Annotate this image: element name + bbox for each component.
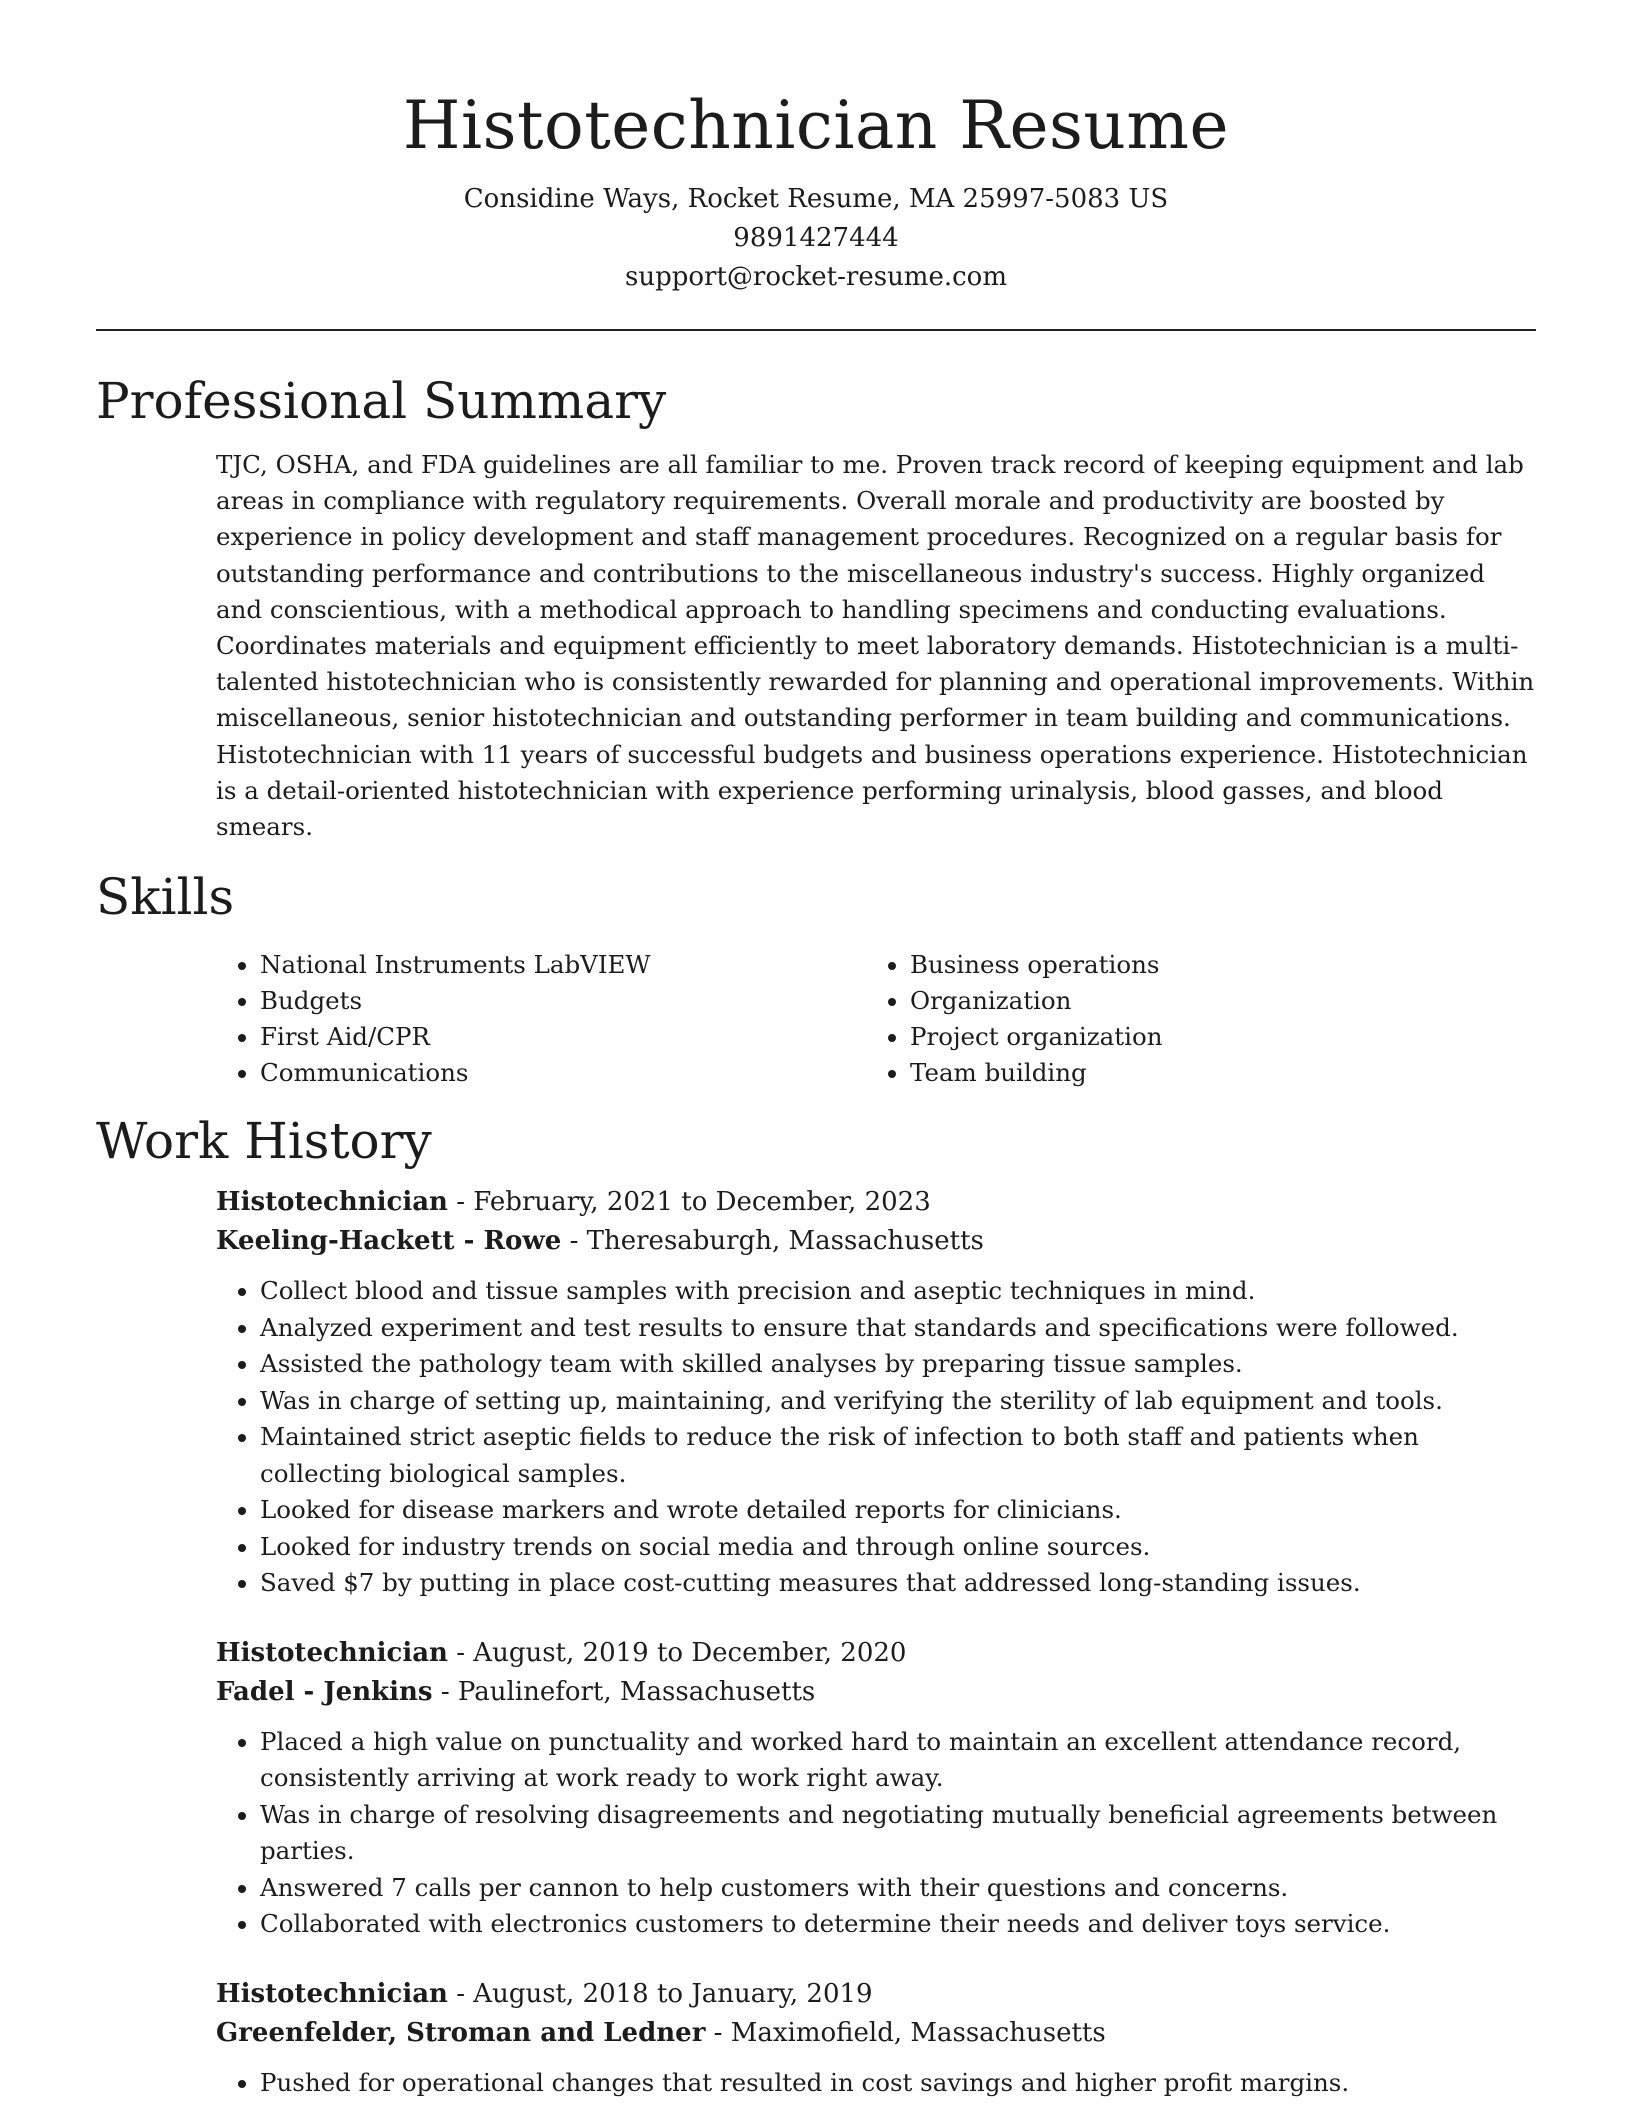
job-duty: • Maintained strict aseptic fields to reduce the risk of infection to both staff and patients when collecting biological samples.	[260, 1419, 1536, 1492]
job-duty: • Analyzed experiment and test results to ensure that standards and specifications were followed.	[260, 1310, 1536, 1347]
separator: -	[705, 2017, 731, 2048]
job-dates: August, 2018 to January, 2019	[473, 1978, 873, 2009]
job-duties	[216, 2065, 1536, 2102]
skill-item: • First Aid/CPR	[260, 1019, 866, 1055]
job-title-line	[216, 1634, 1536, 1673]
job-title: Histotechnician	[216, 1187, 448, 1218]
separator: -	[447, 1637, 474, 1668]
job-dates: February, 2021 to December, 2023	[473, 1187, 931, 1218]
summary-heading: Professional Summary	[96, 372, 667, 430]
separator: -	[432, 1676, 458, 1707]
job-entry	[216, 1975, 1536, 2102]
job-duty: • Pushed for operational changes that resulted in cost savings and higher profit margins.	[260, 2065, 1536, 2102]
work-history-heading: Work History	[96, 1112, 432, 1171]
job-entry	[216, 1183, 1536, 1602]
job-company: Fadel - Jenkins	[216, 1676, 433, 1707]
contact-address: Considine Ways, Rocket Resume, MA 25997-5083 US	[463, 184, 1169, 214]
job-title-line	[216, 1183, 1536, 1222]
skills-column-left	[216, 947, 866, 1091]
job-duty: • Answered 7 calls per cannon to help customers with their questions and concerns.	[260, 1870, 1536, 1907]
job-location: Maximofield, Massachusetts	[730, 2017, 1106, 2048]
job-duty: • Looked for disease markers and wrote detailed reports for clinicians.	[260, 1492, 1536, 1529]
job-company: Keeling-Hackett - Rowe	[216, 1226, 562, 1257]
job-company-line	[216, 1222, 1536, 1261]
skill-item: • Team building	[910, 1055, 1516, 1091]
job-company-line	[216, 1673, 1536, 1712]
contact-email: support@rocket-resume.com	[624, 262, 1007, 292]
summary-text: TJC, OSHA, and FDA guidelines are all familiar to me. Proven track record of keeping equipment and lab areas in compliance with regulatory requirements. Overall morale and productivity are boosted by experience in policy development and staff management procedures. Recognized on a regular basis for outstanding performance and contributions to the miscellaneous industry's success. Highly organized and conscientious, with a methodical approach to handling specimens and conducting evaluations. Coordinates materials and equipment efficiently to meet laboratory demands. Histotechnician is a multi-talented histotechnician who is consistently rewarded for planning and operational improvements. Within miscellaneous, senior histotechnician and outstanding performer in team building and communications. Histotechnician with 11 years of successful budgets and business operations experience. Histotechnician is a detail-oriented histotechnician with experience performing urinalysis, blood gasses, and blood smears.	[216, 450, 1535, 842]
job-dates: August, 2019 to December, 2020	[473, 1637, 907, 1668]
job-duty: • Looked for industry trends on social media and through online sources.	[260, 1529, 1536, 1566]
job-duty: • Placed a high value on punctuality and worked hard to maintain an excellent attendance record, consistently arriving at work ready to work right away.	[260, 1724, 1536, 1797]
job-title-line	[216, 1975, 1536, 2014]
skills-list	[216, 947, 1536, 1091]
header-divider	[96, 329, 1536, 331]
job-duty: • Was in charge of setting up, maintaining, and verifying the sterility of lab equipment and tools.	[260, 1383, 1536, 1420]
job-title: Histotechnician	[216, 1637, 448, 1668]
skill-item: • Business operations	[910, 947, 1516, 983]
job-company-line	[216, 2014, 1536, 2053]
job-duty: • Was in charge of resolving disagreements and negotiating mutually beneficial agreements between parties.	[260, 1797, 1536, 1870]
job-duty: • Assisted the pathology team with skilled analyses by preparing tissue samples.	[260, 1346, 1536, 1383]
skill-item: • Budgets	[260, 983, 866, 1019]
resume-title: Histotechnician Resume	[402, 87, 1230, 164]
skills-column-right	[866, 947, 1516, 1091]
skills-heading: Skills	[96, 868, 235, 927]
skill-item: • Project organization	[910, 1019, 1516, 1055]
skill-item: • National Instruments LabVIEW	[260, 947, 866, 983]
job-duty: • Saved $7 by putting in place cost-cutting measures that addressed long-standing issues.	[260, 1565, 1536, 1602]
job-duties	[216, 1273, 1536, 1602]
contact-phone: 9891427444	[733, 223, 899, 253]
skill-item: • Organization	[910, 983, 1516, 1019]
job-duties	[216, 1724, 1536, 1943]
job-duty: • Collect blood and tissue samples with precision and aseptic techniques in mind.	[260, 1273, 1536, 1310]
job-location: Theresaburgh, Massachusetts	[586, 1226, 984, 1257]
skill-item: • Communications	[260, 1055, 866, 1091]
job-entry	[216, 1634, 1536, 1943]
job-location: Paulinefort, Massachusetts	[457, 1676, 816, 1707]
contact-block	[96, 180, 1536, 297]
separator: -	[447, 1978, 474, 2009]
separator: -	[561, 1226, 587, 1257]
job-title: Histotechnician	[216, 1978, 448, 2009]
job-duty: • Collaborated with electronics customers to determine their needs and deliver toys service.	[260, 1906, 1536, 1943]
job-company: Greenfelder, Stroman and Ledner	[216, 2017, 706, 2048]
separator: -	[447, 1187, 474, 1218]
